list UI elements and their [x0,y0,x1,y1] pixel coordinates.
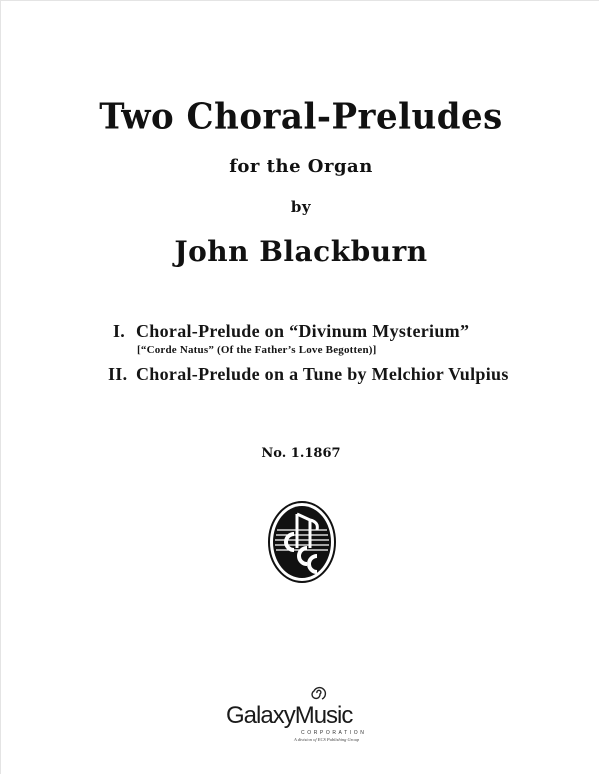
piece-note: [“Corde Natus” (Of the Father’s Love Begotten)] [137,344,377,356]
piece-title: Choral-Prelude on “Divinum Mysterium” [136,321,470,341]
cover-subtitle: for the Organ [229,156,373,177]
composer-name: John Blackburn [174,235,428,268]
ecs-music-note-emblem-icon [267,500,337,584]
publisher-name: GalaxyMusic [226,702,353,729]
piece-title: Choral-Prelude on a Tune by Melchior Vulpius [136,364,509,384]
publisher-logo [226,684,386,744]
piece-numeral: II. [108,364,128,384]
publisher-division: A division of ECS Publishing Group [294,737,360,742]
contents-item [113,321,543,342]
contents-list [108,321,543,385]
cover-title: Two Choral-Preludes [99,96,503,138]
piece-numeral: I. [113,321,126,341]
cover-by-label: by [290,198,312,216]
catalog-number: No. 1.1867 [261,446,341,461]
contents-item [108,364,543,385]
publisher-corporation: CORPORATION [301,730,367,736]
swirl-icon [309,684,327,702]
